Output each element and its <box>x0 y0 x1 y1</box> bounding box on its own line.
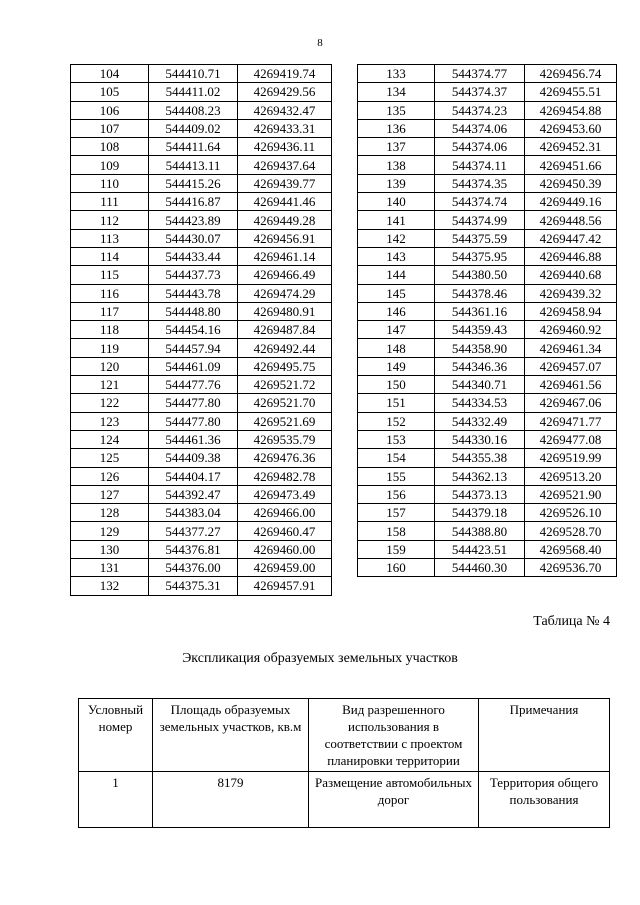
x-coordinate-cell: 544457.94 <box>149 339 238 357</box>
point-number-cell: 159 <box>358 540 435 558</box>
y-coordinate-cell: 4269455.51 <box>525 83 617 101</box>
table-row <box>358 174 617 192</box>
x-coordinate-cell: 544374.06 <box>435 138 525 156</box>
table-row <box>358 119 617 137</box>
point-number-cell: 116 <box>71 284 149 302</box>
y-coordinate-cell: 4269521.69 <box>238 412 332 430</box>
point-number-cell: 151 <box>358 394 435 412</box>
point-number-cell: 156 <box>358 485 435 503</box>
x-coordinate-cell: 544411.64 <box>149 138 238 156</box>
point-number-cell: 143 <box>358 247 435 265</box>
table-row <box>358 302 617 320</box>
point-number-cell: 152 <box>358 412 435 430</box>
x-coordinate-cell: 544379.18 <box>435 504 525 522</box>
point-number-cell: 115 <box>71 266 149 284</box>
y-coordinate-cell: 4269466.49 <box>238 266 332 284</box>
x-coordinate-cell: 544408.23 <box>149 101 238 119</box>
y-coordinate-cell: 4269458.94 <box>525 302 617 320</box>
point-number-cell: 107 <box>71 119 149 137</box>
x-coordinate-cell: 544374.35 <box>435 174 525 192</box>
y-coordinate-cell: 4269521.90 <box>525 485 617 503</box>
point-number-cell: 122 <box>71 394 149 412</box>
x-coordinate-cell: 544460.30 <box>435 559 525 577</box>
table-row <box>358 156 617 174</box>
y-coordinate-cell: 4269439.32 <box>525 284 617 302</box>
point-number-cell: 104 <box>71 65 149 83</box>
table-row <box>358 540 617 558</box>
point-number-cell: 128 <box>71 504 149 522</box>
table-row <box>79 772 610 828</box>
x-coordinate-cell: 544448.80 <box>149 302 238 320</box>
table-caption: Таблица № 4 <box>533 614 610 629</box>
x-coordinate-cell: 544413.11 <box>149 156 238 174</box>
point-number-cell: 112 <box>71 211 149 229</box>
x-coordinate-cell: 544461.36 <box>149 430 238 448</box>
table-row <box>71 559 332 577</box>
x-coordinate-cell: 544332.49 <box>435 412 525 430</box>
x-coordinate-cell: 544374.11 <box>435 156 525 174</box>
header-cell: Площадь образуемых земельных участков, кв.м <box>153 699 309 772</box>
point-number-cell: 113 <box>71 229 149 247</box>
point-number-cell: 126 <box>71 467 149 485</box>
x-coordinate-cell: 544388.80 <box>435 522 525 540</box>
table-row <box>358 101 617 119</box>
y-coordinate-cell: 4269568.40 <box>525 540 617 558</box>
y-coordinate-cell: 4269439.77 <box>238 174 332 192</box>
y-coordinate-cell: 4269446.88 <box>525 247 617 265</box>
table-cell: 8179 <box>153 772 309 828</box>
point-number-cell: 137 <box>358 138 435 156</box>
y-coordinate-cell: 4269456.91 <box>238 229 332 247</box>
x-coordinate-cell: 544437.73 <box>149 266 238 284</box>
y-coordinate-cell: 4269452.31 <box>525 138 617 156</box>
x-coordinate-cell: 544376.81 <box>149 540 238 558</box>
y-coordinate-cell: 4269447.42 <box>525 229 617 247</box>
x-coordinate-cell: 544375.31 <box>149 577 238 595</box>
point-number-cell: 130 <box>71 540 149 558</box>
point-number-cell: 110 <box>71 174 149 192</box>
y-coordinate-cell: 4269474.29 <box>238 284 332 302</box>
point-number-cell: 120 <box>71 357 149 375</box>
x-coordinate-cell: 544375.95 <box>435 247 525 265</box>
table-row <box>71 229 332 247</box>
table-row <box>71 211 332 229</box>
x-coordinate-cell: 544416.87 <box>149 193 238 211</box>
point-number-cell: 149 <box>358 357 435 375</box>
x-coordinate-cell: 544477.80 <box>149 394 238 412</box>
header-cell: Вид разрешенного использования в соответствии с проектом планировки территории <box>309 699 479 772</box>
table-row <box>71 302 332 320</box>
point-number-cell: 160 <box>358 559 435 577</box>
point-number-cell: 134 <box>358 83 435 101</box>
y-coordinate-cell: 4269460.92 <box>525 321 617 339</box>
x-coordinate-cell: 544358.90 <box>435 339 525 357</box>
x-coordinate-cell: 544376.00 <box>149 559 238 577</box>
y-coordinate-cell: 4269461.14 <box>238 247 332 265</box>
table-cell: Территория общего пользования <box>479 772 610 828</box>
point-number-cell: 129 <box>71 522 149 540</box>
table-row <box>358 266 617 284</box>
point-number-cell: 117 <box>71 302 149 320</box>
x-coordinate-cell: 544411.02 <box>149 83 238 101</box>
y-coordinate-cell: 4269495.75 <box>238 357 332 375</box>
table-row <box>71 394 332 412</box>
table-row <box>71 101 332 119</box>
point-number-cell: 136 <box>358 119 435 137</box>
x-coordinate-cell: 544477.76 <box>149 376 238 394</box>
table-row <box>71 321 332 339</box>
x-coordinate-cell: 544374.99 <box>435 211 525 229</box>
table-row <box>358 229 617 247</box>
table-cell: 1 <box>79 772 153 828</box>
table-row <box>358 321 617 339</box>
table-row <box>71 577 332 595</box>
point-number-cell: 109 <box>71 156 149 174</box>
x-coordinate-cell: 544374.23 <box>435 101 525 119</box>
y-coordinate-cell: 4269536.70 <box>525 559 617 577</box>
table-row <box>358 522 617 540</box>
page-number: 8 <box>317 37 323 49</box>
x-coordinate-cell: 544330.16 <box>435 430 525 448</box>
table-row <box>71 247 332 265</box>
x-coordinate-cell: 544377.27 <box>149 522 238 540</box>
table-row <box>71 284 332 302</box>
x-coordinate-cell: 544374.37 <box>435 83 525 101</box>
table-row <box>358 284 617 302</box>
table-row <box>358 394 617 412</box>
x-coordinate-cell: 544477.80 <box>149 412 238 430</box>
point-number-cell: 118 <box>71 321 149 339</box>
table-row <box>358 449 617 467</box>
y-coordinate-cell: 4269521.72 <box>238 376 332 394</box>
x-coordinate-cell: 544334.53 <box>435 394 525 412</box>
y-coordinate-cell: 4269449.16 <box>525 193 617 211</box>
x-coordinate-cell: 544423.89 <box>149 211 238 229</box>
y-coordinate-cell: 4269477.08 <box>525 430 617 448</box>
y-coordinate-cell: 4269448.56 <box>525 211 617 229</box>
point-number-cell: 142 <box>358 229 435 247</box>
table-row <box>71 449 332 467</box>
y-coordinate-cell: 4269457.07 <box>525 357 617 375</box>
x-coordinate-cell: 544433.44 <box>149 247 238 265</box>
table-row <box>358 83 617 101</box>
y-coordinate-cell: 4269473.49 <box>238 485 332 503</box>
y-coordinate-cell: 4269451.66 <box>525 156 617 174</box>
point-number-cell: 131 <box>71 559 149 577</box>
point-number-cell: 148 <box>358 339 435 357</box>
point-number-cell: 147 <box>358 321 435 339</box>
point-number-cell: 111 <box>71 193 149 211</box>
point-number-cell: 114 <box>71 247 149 265</box>
table-row <box>71 193 332 211</box>
y-coordinate-cell: 4269519.99 <box>525 449 617 467</box>
y-coordinate-cell: 4269467.06 <box>525 394 617 412</box>
y-coordinate-cell: 4269436.11 <box>238 138 332 156</box>
y-coordinate-cell: 4269461.56 <box>525 376 617 394</box>
y-coordinate-cell: 4269471.77 <box>525 412 617 430</box>
y-coordinate-cell: 4269535.79 <box>238 430 332 448</box>
table-row <box>358 412 617 430</box>
point-number-cell: 108 <box>71 138 149 156</box>
x-coordinate-cell: 544409.02 <box>149 119 238 137</box>
y-coordinate-cell: 4269487.84 <box>238 321 332 339</box>
table-row <box>71 339 332 357</box>
table-row <box>358 65 617 83</box>
table-row <box>358 138 617 156</box>
point-number-cell: 106 <box>71 101 149 119</box>
table-row <box>71 174 332 192</box>
table-row <box>358 485 617 503</box>
y-coordinate-cell: 4269456.74 <box>525 65 617 83</box>
explication-table <box>78 698 610 828</box>
y-coordinate-cell: 4269526.10 <box>525 504 617 522</box>
y-coordinate-cell: 4269528.70 <box>525 522 617 540</box>
table-row <box>71 485 332 503</box>
table-row <box>71 412 332 430</box>
point-number-cell: 133 <box>358 65 435 83</box>
point-number-cell: 123 <box>71 412 149 430</box>
point-number-cell: 154 <box>358 449 435 467</box>
x-coordinate-cell: 544374.77 <box>435 65 525 83</box>
table-row <box>71 467 332 485</box>
point-number-cell: 124 <box>71 430 149 448</box>
point-number-cell: 125 <box>71 449 149 467</box>
table-row <box>358 357 617 375</box>
point-number-cell: 158 <box>358 522 435 540</box>
y-coordinate-cell: 4269460.00 <box>238 540 332 558</box>
table-row <box>71 65 332 83</box>
y-coordinate-cell: 4269449.28 <box>238 211 332 229</box>
y-coordinate-cell: 4269450.39 <box>525 174 617 192</box>
x-coordinate-cell: 544374.06 <box>435 119 525 137</box>
table-row <box>71 540 332 558</box>
x-coordinate-cell: 544361.16 <box>435 302 525 320</box>
header-cell: Условный номер <box>79 699 153 772</box>
table-row <box>71 430 332 448</box>
table-row <box>71 266 332 284</box>
y-coordinate-cell: 4269460.47 <box>238 522 332 540</box>
table-row <box>358 339 617 357</box>
point-number-cell: 146 <box>358 302 435 320</box>
point-number-cell: 144 <box>358 266 435 284</box>
y-coordinate-cell: 4269453.60 <box>525 119 617 137</box>
x-coordinate-cell: 544392.47 <box>149 485 238 503</box>
y-coordinate-cell: 4269480.91 <box>238 302 332 320</box>
x-coordinate-cell: 544359.43 <box>435 321 525 339</box>
x-coordinate-cell: 544443.78 <box>149 284 238 302</box>
table-row <box>358 193 617 211</box>
table-cell: Размещение автомобильных дорог <box>309 772 479 828</box>
x-coordinate-cell: 544423.51 <box>435 540 525 558</box>
x-coordinate-cell: 544355.38 <box>435 449 525 467</box>
table-header-row <box>79 699 610 772</box>
coordinates-table-right <box>357 64 617 577</box>
point-number-cell: 132 <box>71 577 149 595</box>
x-coordinate-cell: 544380.50 <box>435 266 525 284</box>
point-number-cell: 141 <box>358 211 435 229</box>
table-row <box>358 559 617 577</box>
table-title: Экспликация образуемых земельных участков <box>182 651 458 666</box>
table-row <box>358 504 617 522</box>
point-number-cell: 127 <box>71 485 149 503</box>
y-coordinate-cell: 4269482.78 <box>238 467 332 485</box>
x-coordinate-cell: 544346.36 <box>435 357 525 375</box>
point-number-cell: 140 <box>358 193 435 211</box>
x-coordinate-cell: 544373.13 <box>435 485 525 503</box>
table-row <box>71 119 332 137</box>
table-row <box>358 211 617 229</box>
table-row <box>358 247 617 265</box>
table-row <box>71 376 332 394</box>
x-coordinate-cell: 544415.26 <box>149 174 238 192</box>
x-coordinate-cell: 544362.13 <box>435 467 525 485</box>
point-number-cell: 155 <box>358 467 435 485</box>
y-coordinate-cell: 4269521.70 <box>238 394 332 412</box>
point-number-cell: 150 <box>358 376 435 394</box>
x-coordinate-cell: 544430.07 <box>149 229 238 247</box>
x-coordinate-cell: 544410.71 <box>149 65 238 83</box>
y-coordinate-cell: 4269429.56 <box>238 83 332 101</box>
table-row <box>71 83 332 101</box>
table-row <box>71 138 332 156</box>
point-number-cell: 135 <box>358 101 435 119</box>
x-coordinate-cell: 544374.74 <box>435 193 525 211</box>
y-coordinate-cell: 4269492.44 <box>238 339 332 357</box>
point-number-cell: 138 <box>358 156 435 174</box>
table-row <box>71 522 332 540</box>
table-row <box>358 430 617 448</box>
y-coordinate-cell: 4269454.88 <box>525 101 617 119</box>
x-coordinate-cell: 544383.04 <box>149 504 238 522</box>
y-coordinate-cell: 4269419.74 <box>238 65 332 83</box>
x-coordinate-cell: 544404.17 <box>149 467 238 485</box>
point-number-cell: 119 <box>71 339 149 357</box>
y-coordinate-cell: 4269476.36 <box>238 449 332 467</box>
y-coordinate-cell: 4269459.00 <box>238 559 332 577</box>
y-coordinate-cell: 4269440.68 <box>525 266 617 284</box>
x-coordinate-cell: 544454.16 <box>149 321 238 339</box>
point-number-cell: 157 <box>358 504 435 522</box>
point-number-cell: 145 <box>358 284 435 302</box>
x-coordinate-cell: 544375.59 <box>435 229 525 247</box>
y-coordinate-cell: 4269461.34 <box>525 339 617 357</box>
point-number-cell: 105 <box>71 83 149 101</box>
y-coordinate-cell: 4269437.64 <box>238 156 332 174</box>
table-row <box>71 357 332 375</box>
y-coordinate-cell: 4269441.46 <box>238 193 332 211</box>
point-number-cell: 153 <box>358 430 435 448</box>
x-coordinate-cell: 544378.46 <box>435 284 525 302</box>
table-row <box>358 467 617 485</box>
coordinates-table-left <box>70 64 332 596</box>
y-coordinate-cell: 4269466.00 <box>238 504 332 522</box>
x-coordinate-cell: 544340.71 <box>435 376 525 394</box>
table-row <box>71 156 332 174</box>
table-row <box>358 376 617 394</box>
point-number-cell: 139 <box>358 174 435 192</box>
x-coordinate-cell: 544461.09 <box>149 357 238 375</box>
y-coordinate-cell: 4269513.20 <box>525 467 617 485</box>
point-number-cell: 121 <box>71 376 149 394</box>
table-row <box>71 504 332 522</box>
y-coordinate-cell: 4269457.91 <box>238 577 332 595</box>
y-coordinate-cell: 4269433.31 <box>238 119 332 137</box>
x-coordinate-cell: 544409.38 <box>149 449 238 467</box>
header-cell: Примечания <box>479 699 610 772</box>
y-coordinate-cell: 4269432.47 <box>238 101 332 119</box>
